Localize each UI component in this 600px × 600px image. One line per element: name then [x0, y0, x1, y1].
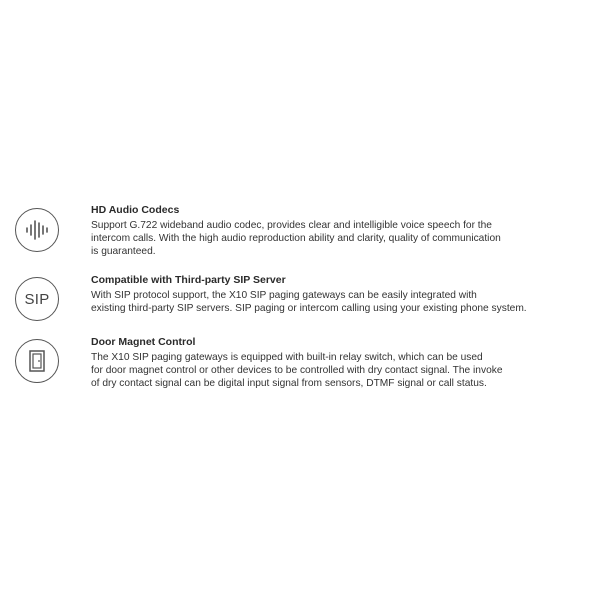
feature-text	[91, 336, 591, 390]
feature-title: HD Audio Codecs	[91, 204, 180, 216]
feature-description	[91, 219, 591, 258]
description-line: for door magnet control or other devices to be controlled with dry contact signal. The invoke	[91, 365, 503, 376]
sip-icon-label: SIP	[24, 290, 50, 308]
feature-title: Door Magnet Control	[91, 336, 196, 348]
description-line: With SIP protocol support, the X10 SIP paging gateways can be easily integrated with	[91, 290, 477, 301]
feature-text	[91, 204, 591, 258]
audio-wave-icon	[15, 208, 59, 252]
description-line: The X10 SIP paging gateways is equipped with built-in relay switch, which can be used	[91, 352, 483, 363]
sip-icon	[15, 277, 59, 321]
feature-title: Compatible with Third-party SIP Server	[91, 274, 286, 286]
description-line: is guaranteed.	[91, 246, 156, 257]
feature-text	[91, 274, 591, 315]
description-line: of dry contact signal can be digital input signal from sensors, DTMF signal or call status.	[91, 378, 487, 389]
description-line: intercom calls. With the high audio reproduction ability and clarity, quality of communication	[91, 233, 501, 244]
door-icon	[15, 339, 59, 383]
description-line: Support G.722 wideband audio codec, provides clear and intelligible voice speech for the	[91, 220, 492, 231]
description-line: existing third-party SIP servers. SIP paging or intercom calling using your existing phone system.	[91, 303, 527, 314]
feature-description	[91, 289, 591, 315]
feature-description	[91, 351, 591, 390]
